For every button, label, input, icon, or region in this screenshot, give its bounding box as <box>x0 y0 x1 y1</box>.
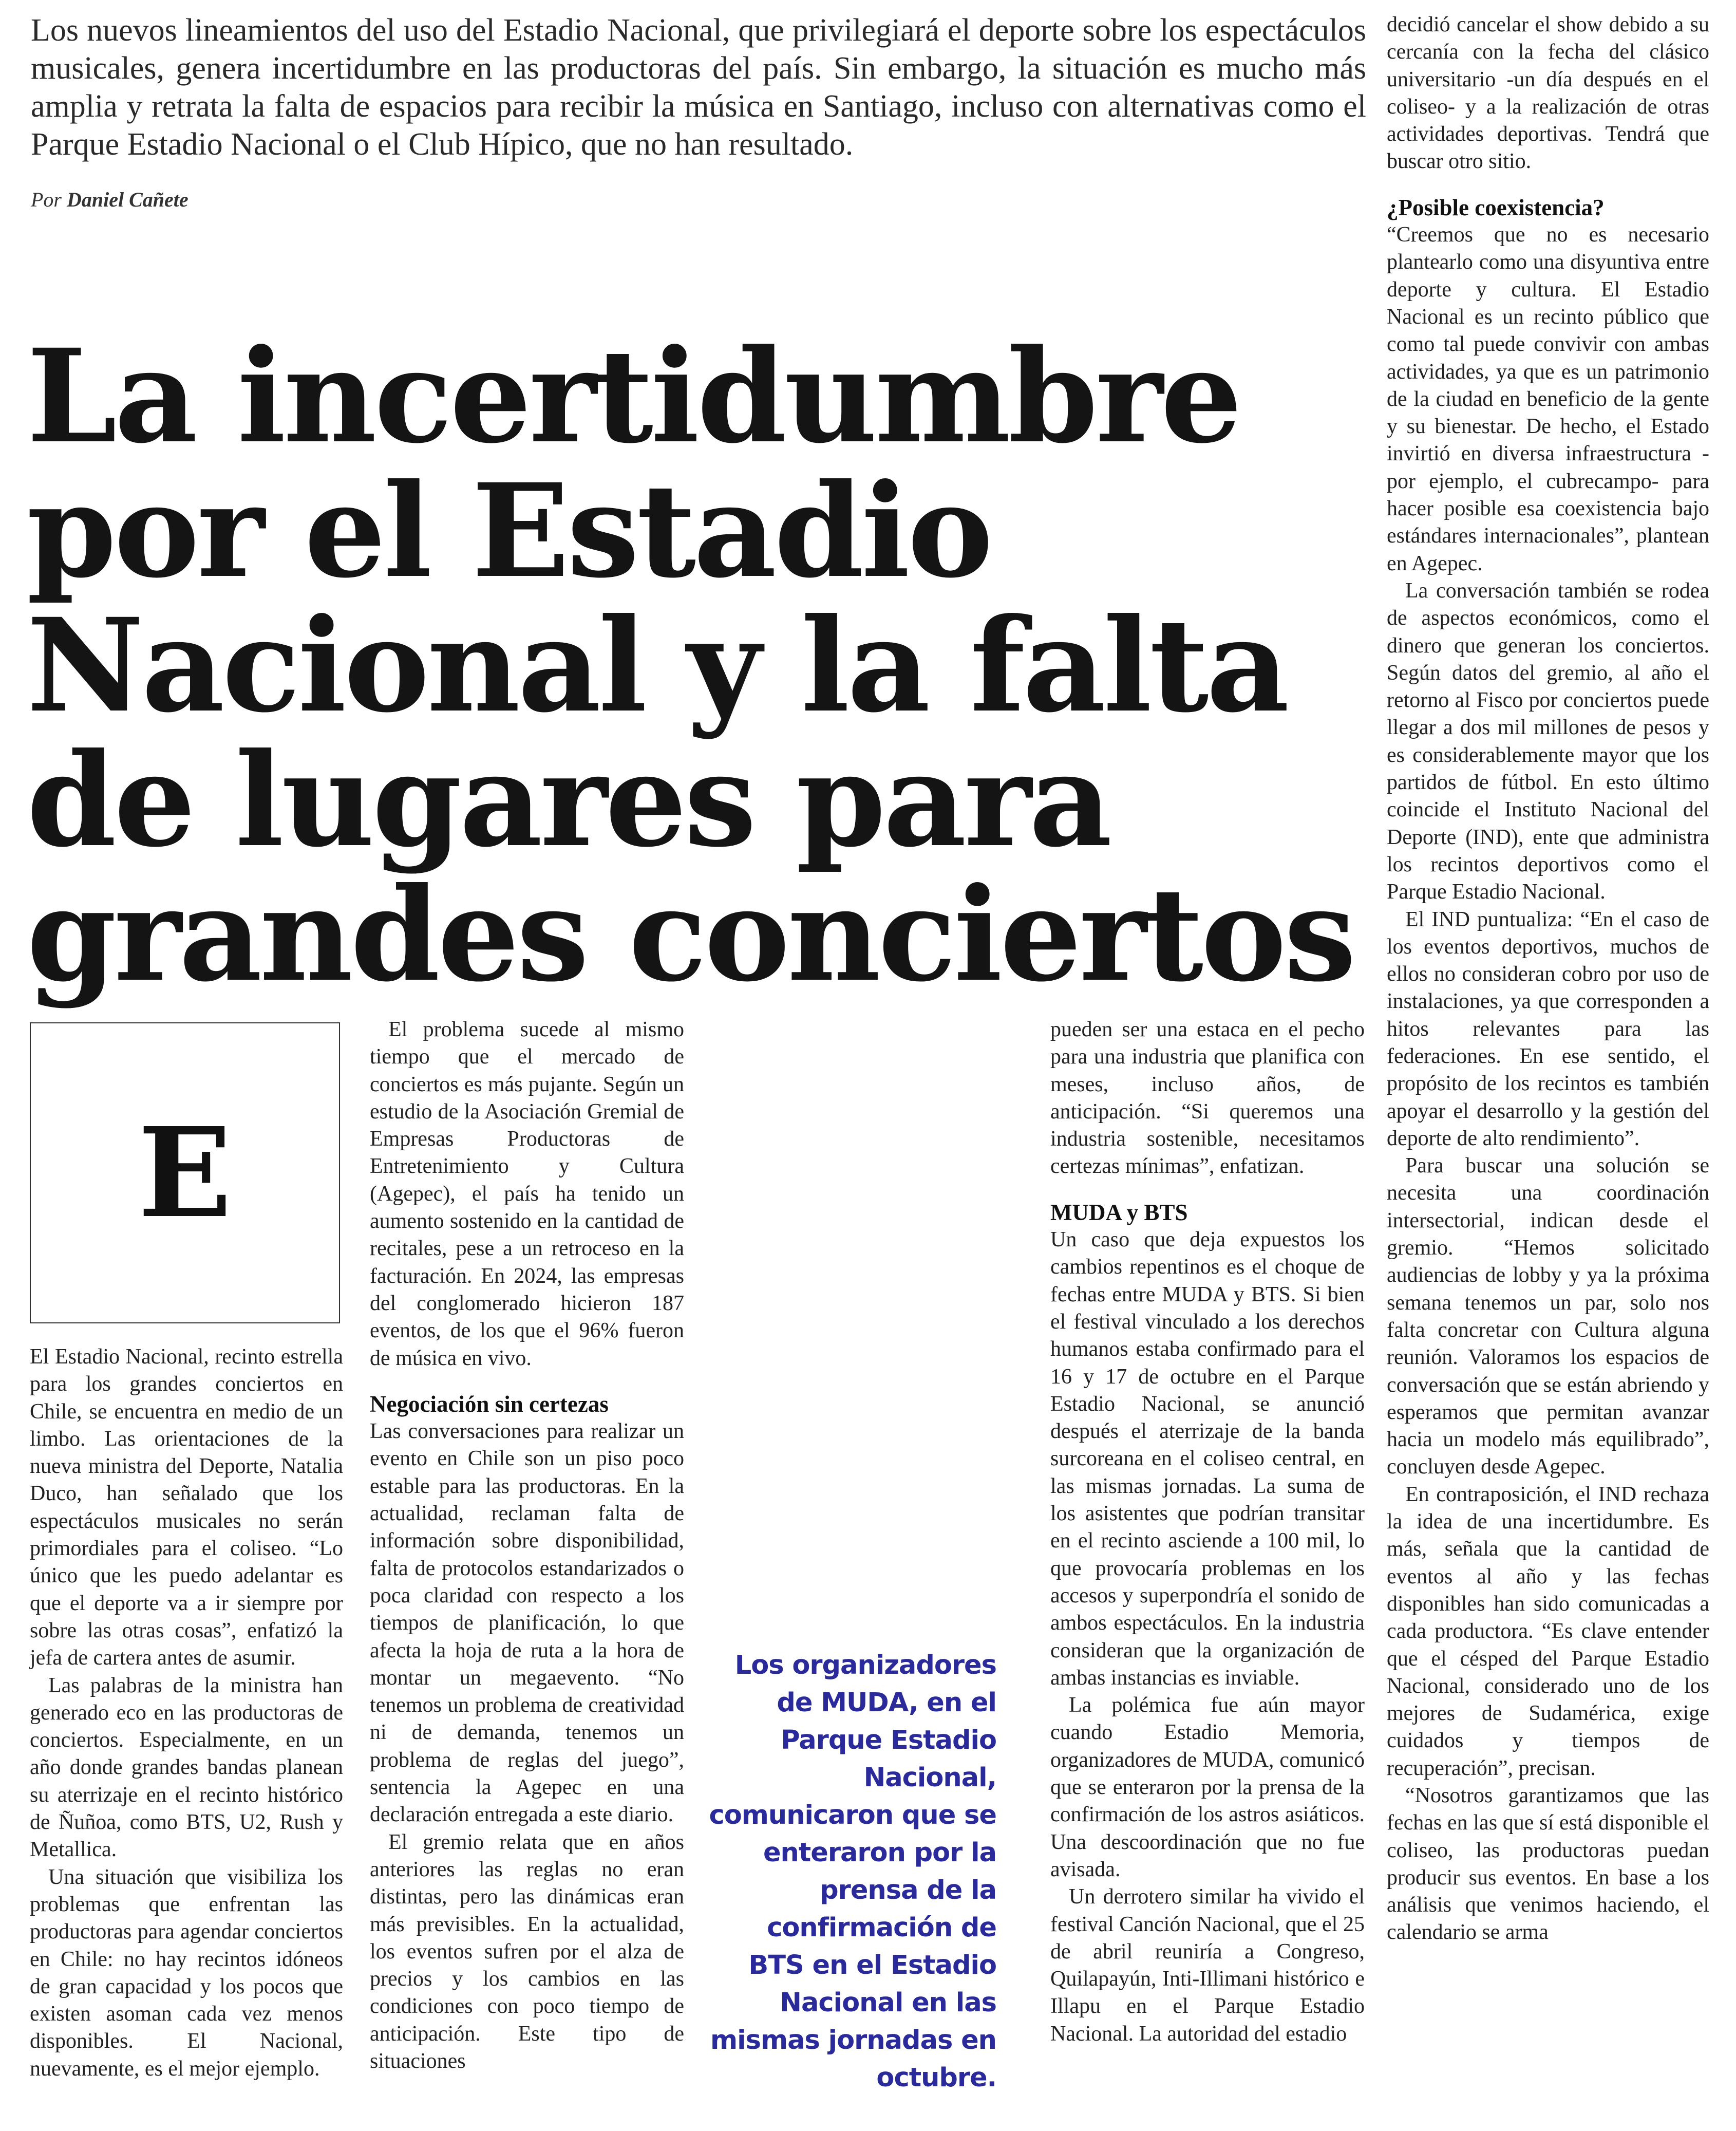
col4-paragraph-5: Para buscar una solución se necesita una coordinación intersectorial, indican desde el gremio. “Hemos solicitado audiencias de lobby y ya la próxima semana tenemos un par, solo nos falta concretar con Cultura alguna reunión. Valoramos los espacios de conversación que se están abriendo y esperamos que permitan avanzar hacia un modelo más equilibrado”, concluyen desde Agepec. <box>1387 1154 1709 1479</box>
article-lede: Los nuevos lineamientos del uso del Estadio Nacional, que privilegiará el deporte sobre los espectáculos musicales, genera incertidumbre en las productoras del país. Sin embargo, la situación es mucho más amplia y retrata la falta de espacios para recibir la música en Santiago, incluso con alternativas como el Parque Estadio Nacional o el Club Hípico, que no han resultado. <box>31 13 1366 162</box>
col4-paragraph-1: decidió cancelar el show debido a su cercanía con la fecha del clásico universitario -un día después en el coliseo- y a la realización de otras actividades deportivas. Tendrá que buscar otro sitio. <box>1387 13 1709 174</box>
body-column-4 <box>1387 11 1709 1947</box>
col3-paragraph-2: Un caso que deja expuestos los cambios repentinos es el choque de fechas entre MUDA y BTS. Si bien el festival vinculado a los derechos humanos estaba confirmado para el 16 y 17 de octubre en el Parque Estadio Nacional, se anunció después el aterrizaje de la banda surcoreana en el coliseo central, en las mismas jornadas. La suma de los asistentes que podrían transitar en el recinto asciende a 100 mil, lo que provocaría problemas en los accesos y superpondría el sonido de ambos espectáculos. En la industria consideran que la organización de ambas instancias es inviable. <box>1050 1228 1365 1690</box>
body-column-1 <box>30 1343 343 2083</box>
col2-subheading: Negociación sin certezas <box>370 1391 609 1417</box>
col3-subheading: MUDA y BTS <box>1050 1199 1188 1225</box>
article-headline: La incertidumbre por el Estadio Nacional y la falta de lugares para grandes conciertos <box>27 321 1354 1010</box>
col4-subheading: ¿Posible coexistencia? <box>1387 194 1605 220</box>
col4-paragraph-7: “Nosotros garantizamos que las fechas en las que sí está disponible el coliseo, las productoras puedan producir sus eventos. En base a los análisis que venimos haciendo, el calendario se arma <box>1387 1784 1709 1945</box>
col3-paragraph-3: La polémica fue aún mayor cuando Estadio Memoria, organizadores de MUDA, comunicó que se enteraron por la prensa de la confirmación de los astros asiáticos. Una descoordinación que no fue avisada. <box>1050 1693 1365 1881</box>
col4-paragraph-3: La conversación también se rodea de aspectos económicos, como el dinero que generan los conciertos. Según datos del gremio, al año el retorno al Fisco por conciertos puede llegar a dos mil millones de pesos y es considerablemente mayor que los partidos de fútbol. En esto último coincide el Instituto Nacional del Deporte (IND), ente que administra los recintos deportivos como el Parque Estadio Nacional. <box>1387 578 1709 904</box>
body-column-3 <box>1050 1016 1365 2048</box>
col1-paragraph-2: Las palabras de la ministra han generado eco en las productoras de conciertos. Especialmente, en un año donde grandes bandas planean su aterrizaje en el recinto histórico de Ñuñoa, como BTS, U2, Rush y Metallica. <box>30 1673 343 1862</box>
col3-paragraph-4: Un derrotero similar ha vivido el festival Canción Nacional, que el 25 de abril reuniría a Congreso, Quilapayún, Inti-Illimani histórico e Illapu en el Parque Estadio Nacional. La autoridad del estadio <box>1050 1885 1365 2046</box>
col1-paragraph-3: Una situación que visibiliza los problemas que enfrentan las productoras para agendar conciertos en Chile: no hay recintos idóneos de gran capacidad y los pocos que existen asoman cada vez menos disponibles. El Nacional, nuevamente, es el mejor ejemplo. <box>30 1865 343 2081</box>
col4-paragraph-4: El IND puntualiza: “En el caso de los eventos deportivos, muchos de ellos no consideran cobro por uso de instalaciones, ya que corresponden a hitos relevantes para las federaciones. En ese sentido, el propósito de los recintos es también apoyar el desarrollo y la gestión del deporte de alto rendimiento”. <box>1387 907 1709 1150</box>
byline-author: Daniel Cañete <box>67 188 188 211</box>
col3-paragraph-1: pueden ser una estaca en el pecho para una industria que planifica con meses, incluso años, de anticipación. “Si queremos una industria sostenible, necesitamos certezas mínimas”, enfatizan. <box>1050 1018 1365 1179</box>
col4-paragraph-2: “Creemos que no es necesario plantearlo como una disyuntiva entre deporte y cultura. El Estadio Nacional es un recinto público que como tal puede convivir con ambas actividades, ya que es un patrimonio de la ciudad en beneficio de la gente y su bienestar. De hecho, el Estado invirtió en diversa infraestructura -por ejemplo, el cubrecampo- para hacer posible esa coexistencia bajo estándares internacionales”, plantean en Agepec. <box>1387 223 1709 575</box>
byline-prefix: Por <box>31 188 67 211</box>
byline <box>31 188 188 212</box>
pull-quote: Los organizadores de MUDA, en el Parque Estadio Nacional, comunicaron que se enteraron por la prensa de la confirmación de BTS en el Estadio Nacional en las mismas jornadas en octubre. <box>709 1650 996 2093</box>
drop-cap-letter: E <box>138 1100 232 1245</box>
col2-paragraph-1: El problema sucede al mismo tiempo que el mercado de conciertos es más pujante. Según un estudio de la Asociación Gremial de Empresas Productoras de Entretenimiento y Cultura (Agepec), el país ha tenido un aumento sostenido en la cantidad de recitales, pese a un retroceso en la facturación. En 2024, las empresas del conglomerado hicieron 187 eventos, de los que el 96% fueron de música en vivo. <box>370 1018 684 1370</box>
col4-paragraph-6: En contraposición, el IND rechaza la idea de una incertidumbre. Es más, señala que la cantidad de eventos al año y las fechas disponibles han sido comunicadas a cada productora. “Es clave entender que el césped del Parque Estadio Nacional, considerado uno de los mejores de Sudamérica, exige cuidados y tiempos de recuperación”, precisan. <box>1387 1482 1709 1780</box>
drop-cap-box <box>30 1022 340 1323</box>
col2-paragraph-3: El gremio relata que en años anteriores las reglas no eran distintas, pero las dinámicas eran más previsibles. En la actualidad, los eventos sufren por el alza de precios y los cambios en las condiciones con poco tiempo de anticipación. Este tipo de situaciones <box>370 1830 684 2073</box>
body-column-2 <box>370 1016 684 2075</box>
col2-paragraph-2: Las conversaciones para realizar un evento en Chile son un piso poco estable para las productoras. En la actualidad, reclaman falta de información sobre disponibilidad, falta de protocolos estandarizados o poca claridad con respecto a los tiempos de planificación, lo que afecta la hoja de ruta a la hora de montar un megaevento. “No tenemos un problema de creatividad ni de demanda, tenemos un problema de reglas del juego”, sentencia la Agepec en una declaración entregada a este diario. <box>370 1419 684 1827</box>
col1-paragraph-1: El Estadio Nacional, recinto estrella para los grandes conciertos en Chile, se encuentra en medio de un limbo. Las orientaciones de la nueva ministra del Deporte, Natalia Duco, han señalado que los espectáculos musicales no serán primordiales para el coliseo. “Lo único que les puedo adelantar es que el deporte va a ir siempre por sobre las otras cosas”, enfatizó la jefa de cartera antes de asumir. <box>30 1345 343 1670</box>
